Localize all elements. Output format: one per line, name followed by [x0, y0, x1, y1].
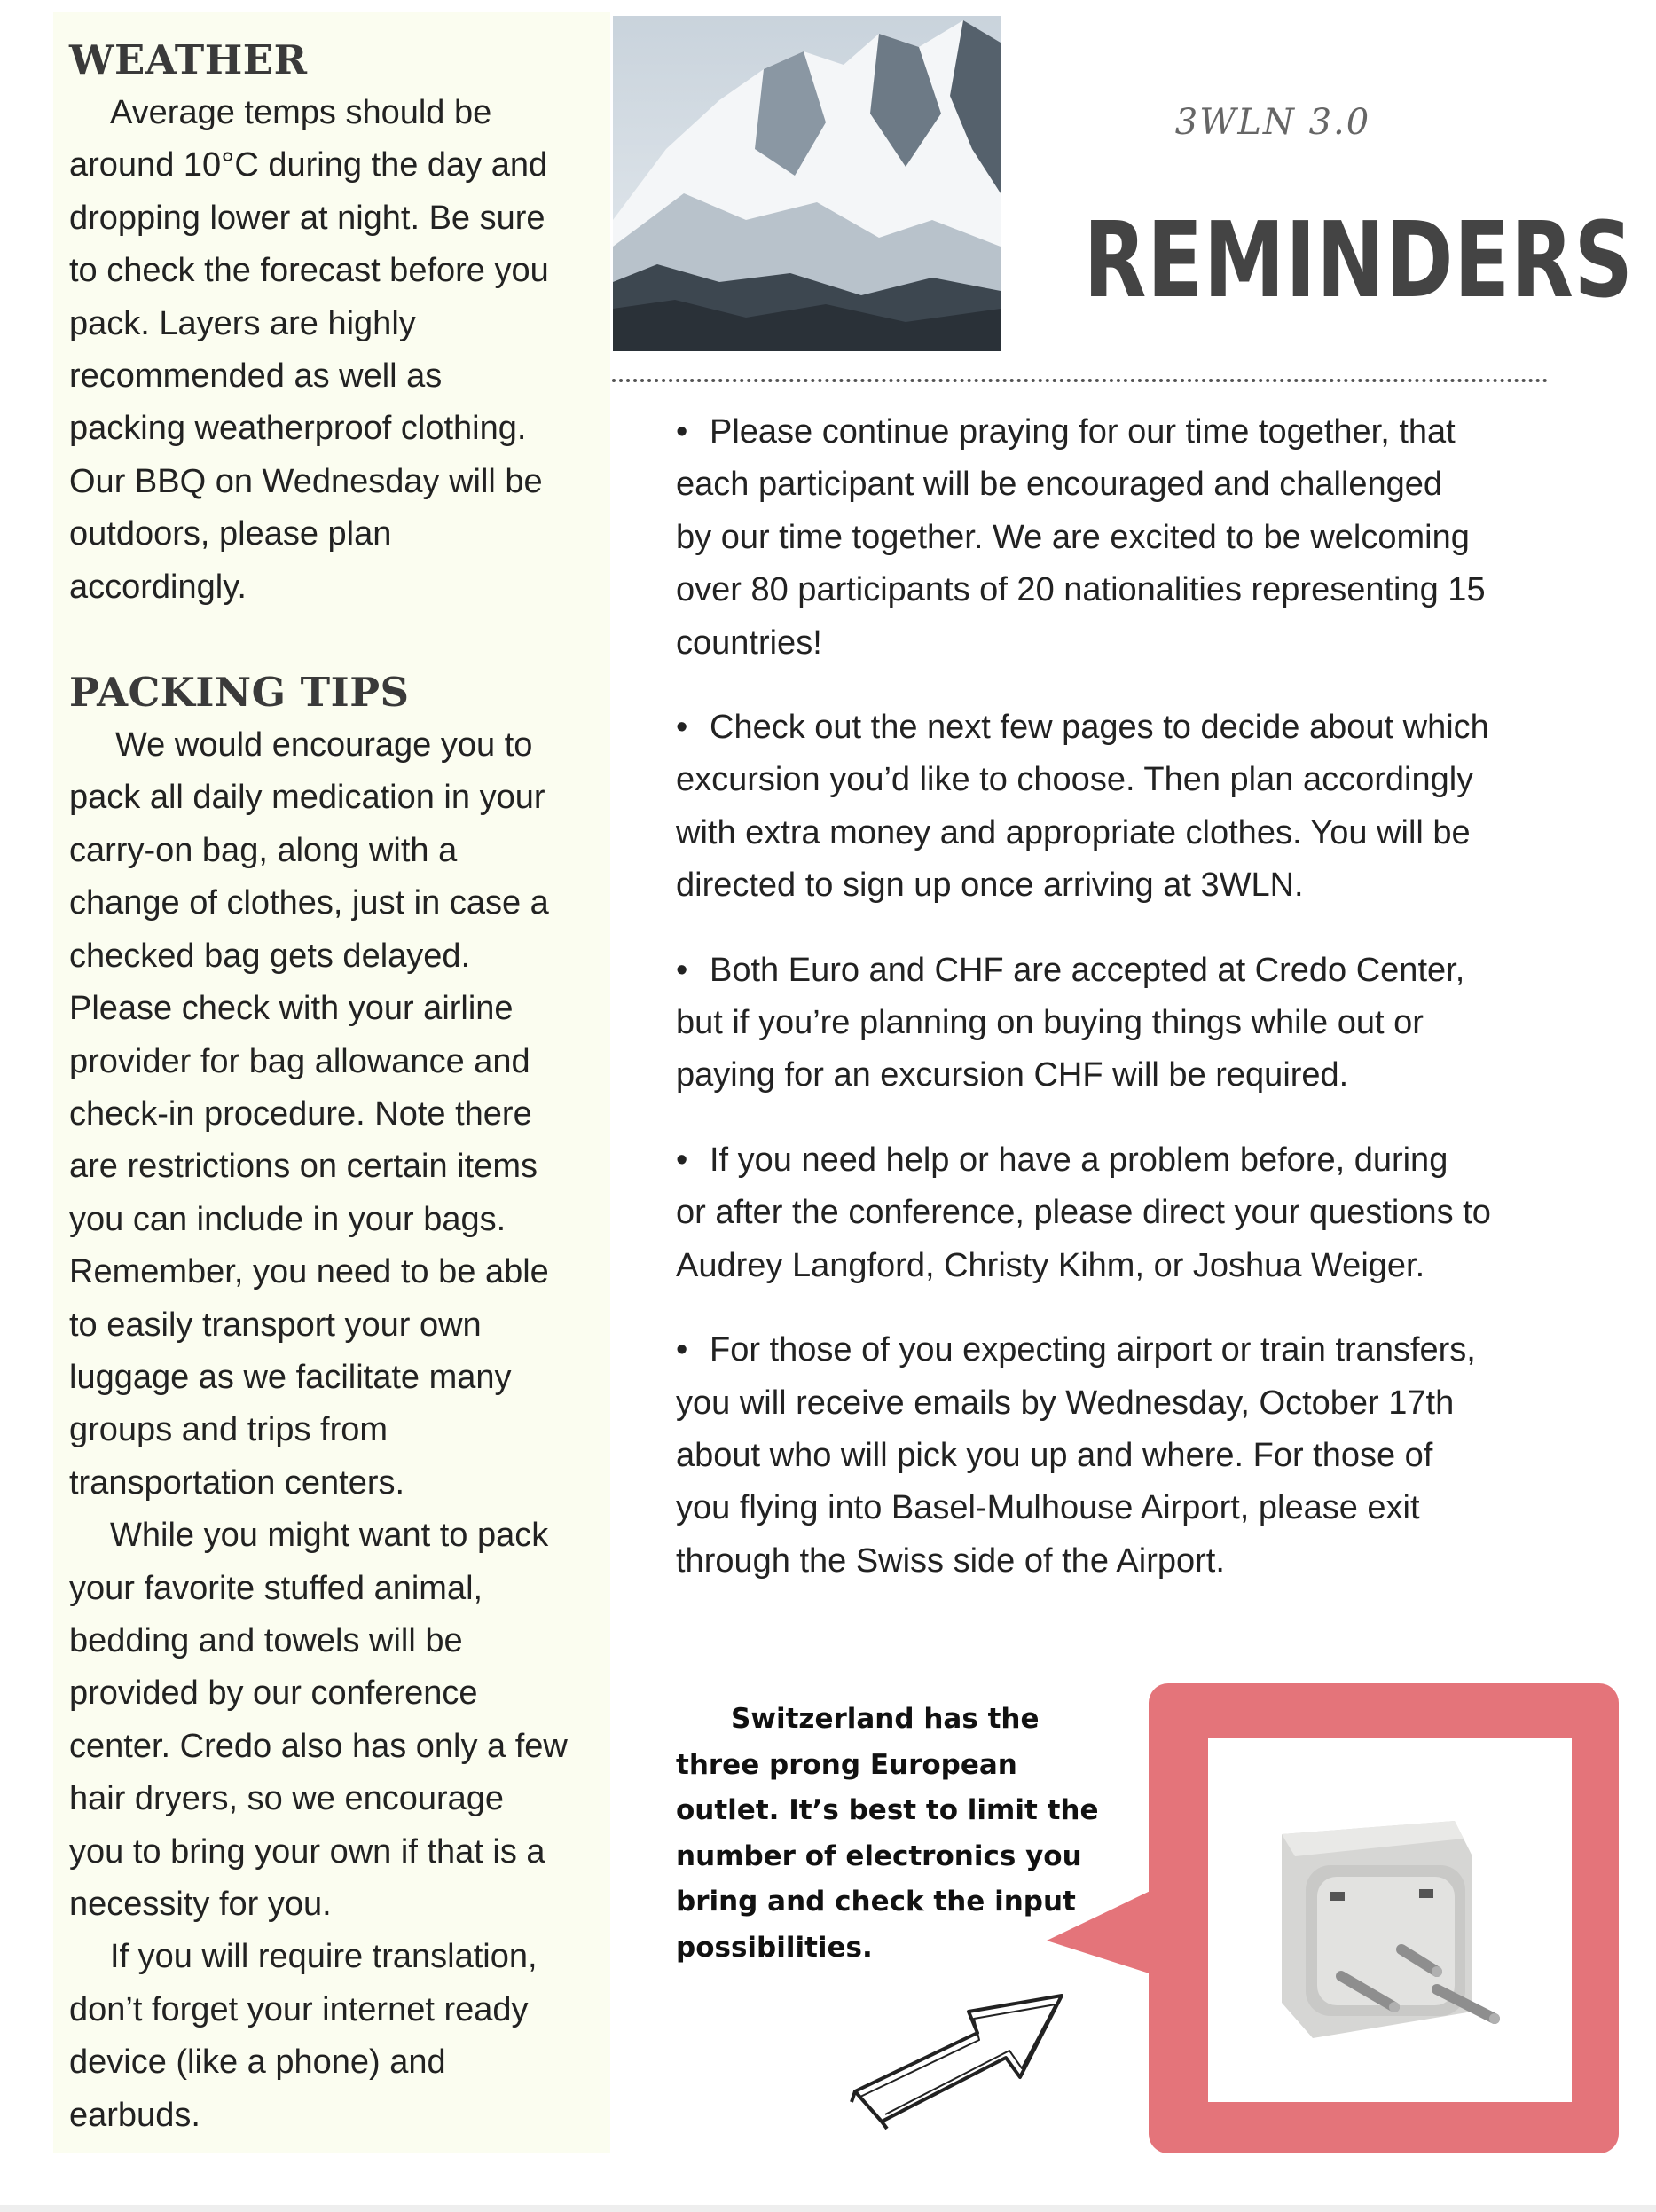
- packing-line: transportation centers.: [69, 1463, 405, 1502]
- packing-line: carry-on bag, along with a: [69, 831, 458, 869]
- weather-line: pack. Layers are highly: [69, 304, 416, 342]
- packing-line: earbuds.: [69, 2096, 200, 2134]
- reminder-line: countries!: [676, 624, 822, 662]
- packing-paragraph-3: [69, 1931, 593, 2142]
- reminder-line: you flying into Basel-Mulhouse Airport, please exit: [676, 1489, 1420, 1527]
- reminder-line: you will receive emails by Wednesday, October 17th: [676, 1384, 1455, 1422]
- packing-line: luggage as we facilitate many: [69, 1358, 512, 1396]
- packing-line: Remember, you need to be able: [69, 1253, 549, 1291]
- reminder-line: Check out the next few pages to decide about which: [710, 709, 1489, 747]
- page-title: REMINDERS: [1083, 199, 1634, 321]
- packing-line: are restrictions on certain items: [69, 1148, 538, 1186]
- packing-line: bedding and towels will be: [69, 1621, 463, 1659]
- packing-line: necessity for you.: [69, 1886, 332, 1923]
- weather-line: Average temps should be: [110, 94, 492, 131]
- reminder-line: paying for an excursion CHF will be required.: [676, 1056, 1349, 1094]
- reminder-line: For those of you expecting airport or train transfers,: [710, 1331, 1476, 1369]
- reminder-line: directed to sign up once arriving at 3WLN.: [676, 867, 1304, 905]
- reminder-line: or after the conference, please direct your questions to: [676, 1194, 1491, 1232]
- bullet-dot-icon: •: [676, 951, 688, 989]
- mountain-photo: [613, 16, 1001, 351]
- packing-line: you to bring your own if that is a: [69, 1832, 545, 1871]
- note-line: Switzerland has the: [731, 1703, 1040, 1735]
- packing-line: groups and trips from: [69, 1411, 388, 1449]
- packing-paragraph-2: [69, 1510, 593, 1931]
- reminder-line: about who will pick you up and where. For those of: [676, 1436, 1433, 1474]
- reminder-line: Audrey Langford, Christy Kihm, or Joshua Weiger.: [676, 1246, 1425, 1284]
- packing-line: provider for bag allowance and: [69, 1042, 530, 1080]
- weather-line: packing weatherproof clothing.: [69, 410, 527, 448]
- reminder-line: Please continue praying for our time together, that: [710, 413, 1456, 451]
- packing-line: pack all daily medication in your: [69, 779, 545, 817]
- reminder-line: by our time together. We are excited to be welcoming: [676, 518, 1470, 556]
- packing-heading: PACKING TIPS: [69, 669, 410, 717]
- edition-subtitle: 3WLN 3.0: [1174, 102, 1371, 143]
- reminder-line: If you need help or have a problem before, during: [710, 1141, 1448, 1179]
- outlet-note: [676, 1697, 1102, 1971]
- weather-line: recommended as well as: [69, 357, 443, 396]
- note-line: outlet. It’s best to limit the: [676, 1794, 1099, 1826]
- weather-line: around 10°C during the day and: [69, 146, 548, 184]
- bullet-dot-icon: •: [676, 1141, 688, 1179]
- packing-line: center. Credo also has only a few: [69, 1727, 568, 1765]
- reminder-item: [676, 1324, 1554, 1588]
- reminder-line: Both Euro and CHF are accepted at Credo Center,: [710, 951, 1465, 989]
- note-line: number of electronics you: [676, 1839, 1082, 1872]
- swiss-plug-adapter-icon: [1282, 1821, 1500, 2038]
- weather-line: to check the forecast before you: [69, 252, 549, 290]
- reminder-item: [676, 1134, 1554, 1292]
- packing-line: checked bag gets delayed.: [69, 937, 471, 975]
- reminder-line: excursion you’d like to choose. Then plan accordingly: [676, 761, 1474, 799]
- reminder-line: with extra money and appropriate clothes. You will be: [676, 813, 1471, 851]
- speech-bubble: [1047, 1683, 1623, 2153]
- reminders-list: [676, 406, 1554, 1620]
- reminder-line: each participant will be encouraged and challenged: [676, 466, 1443, 504]
- packing-line: to easily transport your own: [69, 1306, 482, 1344]
- reminder-line: over 80 participants of 20 nationalities representing 15: [676, 571, 1486, 609]
- weather-heading: WEATHER: [69, 36, 308, 83]
- packing-line: provided by our conference: [69, 1675, 478, 1713]
- packing-line: While you might want to pack: [110, 1517, 549, 1555]
- bullet-dot-icon: •: [676, 413, 688, 451]
- packing-line: your favorite stuffed animal,: [69, 1569, 483, 1607]
- reminder-item: [676, 406, 1554, 670]
- packing-line: change of clothes, just in case a: [69, 884, 549, 922]
- packing-line: don’t forget your internet ready: [69, 1990, 529, 2028]
- bullet-dot-icon: •: [676, 709, 688, 747]
- hand-drawn-arrow-icon: [844, 1980, 1086, 2136]
- packing-line: hair dryers, so we encourage: [69, 1780, 505, 1818]
- sidebar-panel: [53, 12, 610, 2153]
- section-gap: [69, 614, 593, 666]
- note-line: three prong European: [676, 1748, 1017, 1781]
- reminder-item: [676, 702, 1554, 913]
- dotted-divider: [612, 379, 1548, 382]
- weather-line: Our BBQ on Wednesday will be: [69, 462, 543, 500]
- packing-line: We would encourage you to: [115, 726, 533, 765]
- reminder-line: through the Swiss side of the Airport.: [676, 1541, 1225, 1580]
- reminder-line: but if you’re planning on buying things while out or: [676, 1004, 1424, 1042]
- weather-line: accordingly.: [69, 568, 247, 606]
- bullet-dot-icon: •: [676, 1331, 688, 1369]
- packing-line: you can include in your bags.: [69, 1200, 506, 1238]
- packing-line: If you will require translation,: [110, 1938, 538, 1976]
- weather-line: outdoors, please plan: [69, 515, 392, 553]
- reminder-item: [676, 945, 1554, 1102]
- packing-line: device (like a phone) and: [69, 2043, 446, 2082]
- note-line: possibilities.: [676, 1931, 873, 1964]
- note-line: bring and check the input: [676, 1886, 1076, 1918]
- packing-paragraph-1: [69, 719, 593, 1510]
- weather-paragraph: [69, 87, 593, 614]
- packing-line: Please check with your airline: [69, 990, 514, 1028]
- packing-line: check-in procedure. Note there: [69, 1094, 532, 1133]
- page-bottom-rule: [0, 2205, 1656, 2212]
- weather-line: dropping lower at night. Be sure: [69, 199, 545, 237]
